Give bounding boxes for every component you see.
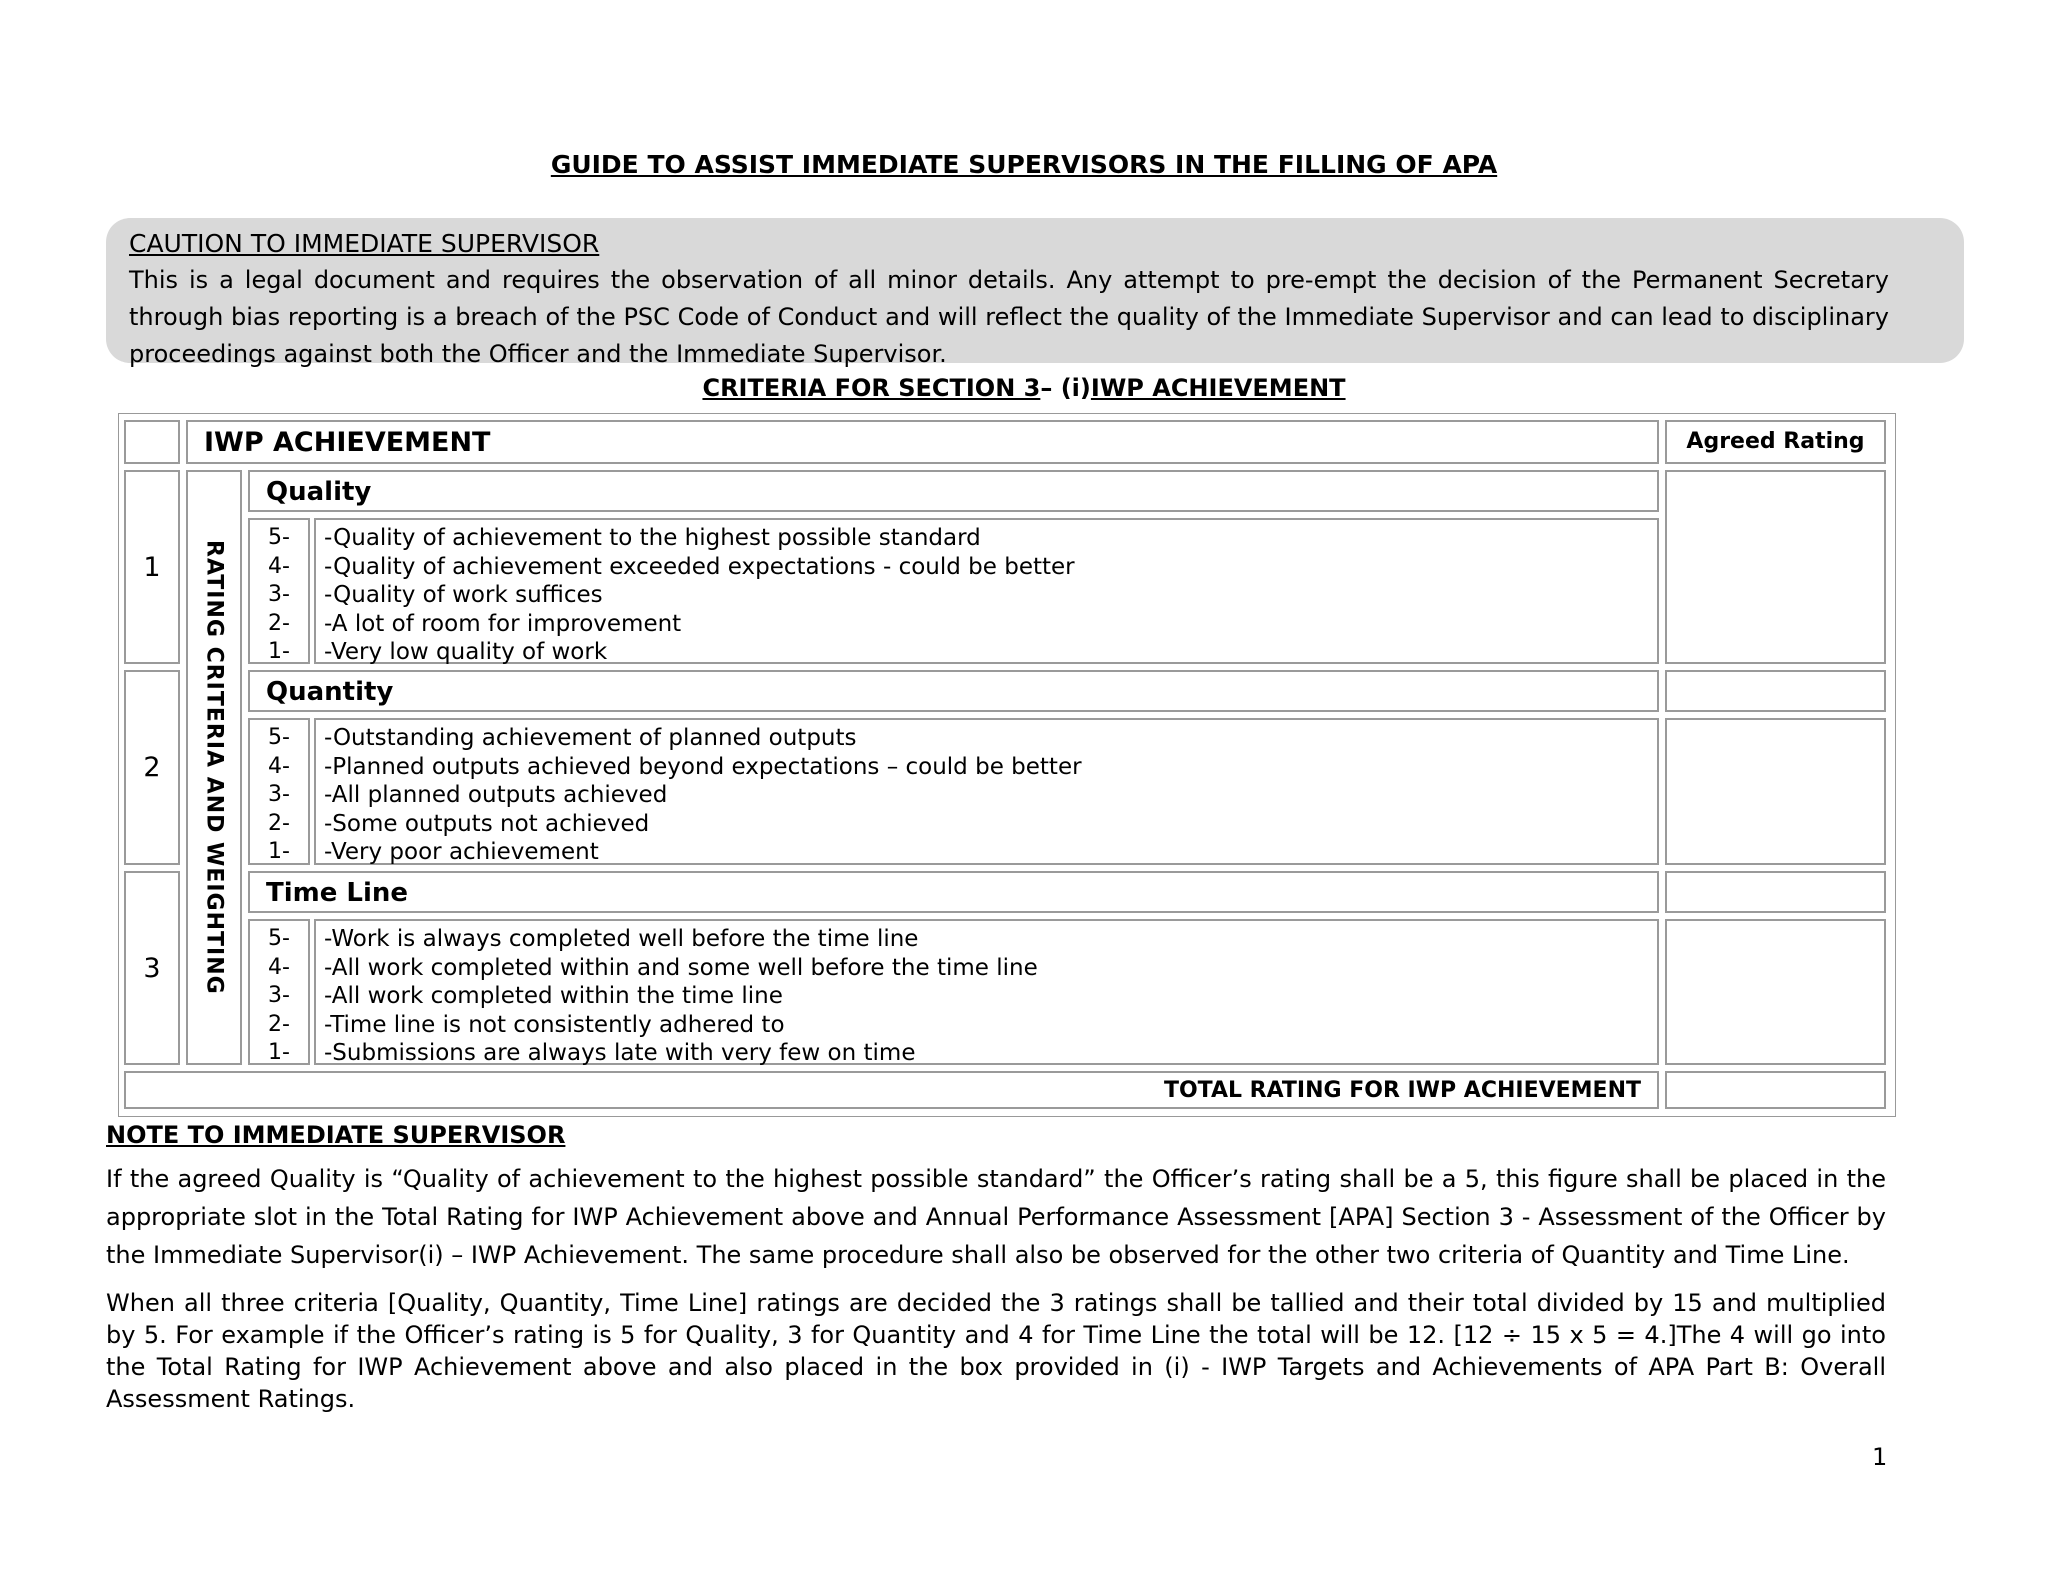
score-label: 5- [268, 725, 290, 750]
document-title: GUIDE TO ASSIST IMMEDIATE SUPERVISORS IN THE FILLING OF APA [550, 150, 1498, 179]
score-column [248, 919, 310, 1065]
description-column [314, 518, 1659, 664]
rating-description: -Quality of work suffices [324, 582, 603, 608]
section-title [0, 374, 2048, 402]
score-label: 2- [268, 610, 290, 636]
score-label: 3- [268, 582, 290, 607]
score-label: 5- [268, 926, 290, 951]
agreed-rating-cell-quantity[interactable] [1665, 718, 1886, 865]
criterion-heading-time-line: Time Line [248, 871, 1659, 913]
rating-criteria-vertical-label [186, 470, 242, 1065]
rating-description: -Very low quality of work [324, 639, 608, 665]
score-label: 4- [268, 954, 290, 980]
score-label: 3- [268, 782, 290, 807]
total-rating-label: TOTAL RATING FOR IWP ACHIEVEMENT [124, 1071, 1659, 1109]
rating-description: -A lot of room for improvement [324, 610, 682, 637]
score-label: 4- [268, 553, 290, 579]
rating-description: -Quality of achievement exceeded expectations - could be better [324, 553, 1075, 580]
row-number-2: 2 [124, 670, 180, 865]
caution-heading: CAUTION TO IMMEDIATE SUPERVISOR [129, 229, 600, 258]
agreed-rating-cell-quantity-heading[interactable] [1665, 670, 1886, 712]
criterion-heading-quality: Quality [248, 470, 1659, 512]
total-rating-cell[interactable] [1665, 1071, 1886, 1109]
page-number: 1 [1872, 1443, 1888, 1471]
section-title-part2: – (i) [1040, 374, 1091, 402]
rating-description: -All work completed within and some well before the time line [324, 954, 1038, 981]
rating-description: -All work completed within the time line [324, 983, 783, 1009]
score-label: 2- [268, 810, 290, 836]
score-column [248, 518, 310, 664]
note-paragraph-2: When all three criteria [Quality, Quantity, Time Line] ratings are decided the 3 ratings shall be tallied and their total divided by 15 and multiplied by 5. For example if the Officer’s rating is 5 for Quality, 3 for Quantity and 4 for Time Line the total will be 12. [12 ÷ 15 x 5 = 4.]The 4 will go into the Total Rating for IWP Achievement above and also placed in the box provided in (i) - IWP Targets and Achievements of APA Part B: Overall Assessment Ratings. [106, 1289, 1886, 1413]
description-column [314, 919, 1659, 1065]
score-label: 2- [268, 1011, 290, 1037]
rating-description: -Work is always completed well before the time line [324, 926, 919, 952]
score-label: 1- [268, 839, 290, 864]
score-label: 3- [268, 983, 290, 1008]
agreed-rating-cell-quality[interactable] [1665, 470, 1886, 664]
rating-description: -Time line is not consistently adhered to [324, 1011, 785, 1038]
rating-description: -Planned outputs achieved beyond expectations – could be better [324, 753, 1082, 780]
section-title-part3: IWP ACHIEVEMENT [1090, 374, 1346, 402]
score-label: 1- [268, 1040, 290, 1065]
rating-description: -Very poor achievement [324, 839, 599, 865]
description-column [314, 718, 1659, 865]
score-label: 1- [268, 639, 290, 664]
section-title-part1: CRITERIA FOR SECTION 3 [702, 374, 1041, 402]
vertical-label-text: RATING CRITERIA AND WEIGHTING [201, 540, 227, 995]
note-heading: NOTE TO IMMEDIATE SUPERVISOR [106, 1121, 566, 1149]
score-label: 5- [268, 525, 290, 550]
agreed-rating-header: Agreed Rating [1665, 420, 1886, 464]
agreed-rating-cell-time-line[interactable] [1665, 919, 1886, 1065]
caution-body: This is a legal document and requires the observation of all minor details. Any attempt to pre-empt the decision of the Permanent Secretary through bias reporting is a breach of the PSC Code of Conduct and will reflect the quality of the Immediate Supervisor and can lead to disciplinary proceedings against both the Officer and the Immediate Supervisor. [129, 266, 1889, 368]
row-number-1: 1 [124, 470, 180, 664]
score-column [248, 718, 310, 865]
rating-description: -Quality of achievement to the highest possible standard [324, 525, 981, 551]
table-header: IWP ACHIEVEMENT [186, 420, 1659, 464]
rating-description: -All planned outputs achieved [324, 782, 668, 808]
score-label: 4- [268, 753, 290, 779]
header-corner-cell [124, 420, 180, 464]
row-number-3: 3 [124, 871, 180, 1065]
note-paragraph-1: If the agreed Quality is “Quality of achievement to the highest possible standard” the Officer’s rating shall be a 5, this figure shall be placed in the appropriate slot in the Total Rating for IWP Achievement above and Annual Performance Assessment [APA] Section 3 - Assessment of the Officer by the Immediate Supervisor(i) – IWP Achievement. The same procedure shall also be observed for the other two criteria of Quantity and Time Line. [106, 1165, 1886, 1269]
rating-description: -Outstanding achievement of planned outputs [324, 725, 857, 751]
criterion-heading-quantity: Quantity [248, 670, 1659, 712]
rating-description: -Submissions are always late with very few on time [324, 1040, 916, 1066]
agreed-rating-cell-time-line-heading[interactable] [1665, 871, 1886, 913]
rating-description: -Some outputs not achieved [324, 810, 650, 837]
